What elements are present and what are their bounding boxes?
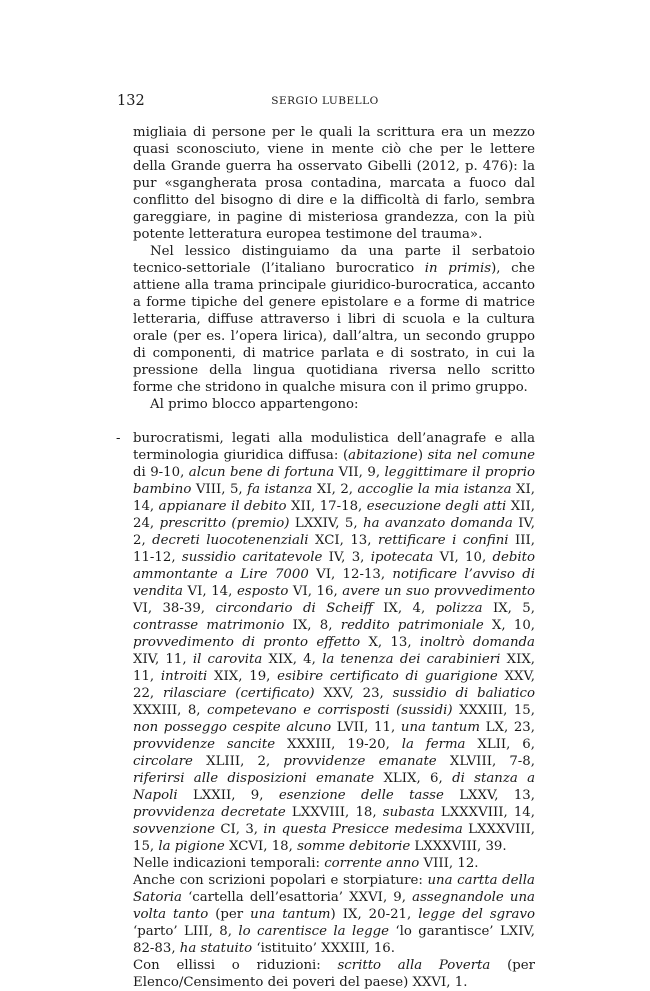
main-text xyxy=(116,124,536,991)
running-head: SERGIO LUBELLO xyxy=(271,95,379,107)
list-item-text: burocratismi, legati alla modulistica dell’anagrafe e alla terminologia giuridica diffusa: (abitazione) sita nel comune di 9-10, alcun bene di fortuna VII, 9, leggittimare il proprio bambino VIII, 5, fa istanza XI, 2, accoglie la mia istanza XI, 14, appianare il debito XII, 17-18, esecuzione degli atti XII, 24, prescritto (premio) LXXIV, 5, ha avanzato domanda IV, 2, decreti luocotenenziali XCI, 13, rettificare i confini III, 11-12, sussidio caritatevole IV, 3, ipotecata VI, 10, debito ammontante a Lire 7000 VI, 12-13, notificare l’avviso di vendita VI, 14, esposto VI, 16, avere un suo provvedimento VI, 38-39, circondario di Scheiff IX, 4, polizza IX, 5, contrasse matrimonio IX, 8, reddito patrimoniale X, 10, provvedimento di pronto effetto X, 13, inoltrò domanda XIV, 11, il carovita XIX, 4, la tenenza dei carabinieri XIX, 11, introiti XIX, 19, esibire certificato di guarigione XXV, 22, rilasciare (certificato) XXV, 23, sussidio di baliatico XXXIII, 8, competevano e corrisposti (sussidi) XXXIII, 15, non posseggo cespite alcuno LVII, 11, una tantum LX, 23, provvidenze sancite XXXIII, 19-20, la ferma XLII, 6, circolare XLIII, 2, provvidenze emanate XLVIII, 7-8, riferirsi alle disposizioni emanate XLIX, 6, di stanza a Napoli LXXII, 9, esenzione delle tasse LXXV, 13, provvidenza decretate LXXVIII, 18, subasta LXXXVIII, 14, sovvenzione CI, 3, in questa Presicce medesima LXXXVIII, 15, la pigione XCVI, 18, somme debitorie LXXXVIII, 39. xyxy=(133,431,536,854)
bullet-dash: - xyxy=(116,431,121,446)
list-item-continuation-temporal: Nelle indicazioni temporali: corrente anno VIII, 12. xyxy=(133,856,479,871)
list-item-continuation-ellipsis: Con ellissi o riduzioni: scritto alla Poverta (per Elenco/Censimento dei poveri del paese) XXVI, 1. xyxy=(133,958,535,990)
paragraph-1: migliaia di persone per le quali la scrittura era un mezzo quasi sconosciuto, viene in mente ciò che per le lettere della Grande guerra ha osservato Gibelli (2012, p. 476): la pur «sgangherata prosa contadina, marcata a fuoco dal conflitto del bisogno di dire e la difficoltà di farlo, sembra gareggiare, in pagine di misteriosa grandezza, con la più potente letteratura europea testimone del trauma». xyxy=(133,125,535,242)
paragraph-3: Al primo blocco appartengono: xyxy=(150,397,359,412)
spacer xyxy=(133,413,535,430)
page-number: 132 xyxy=(117,93,145,109)
paragraph-2: Nel lessico distinguiamo da una parte il serbatoio tecnico-settoriale (l’italiano burocratico in primis), che attiene alla trama principale giuridico-burocratica, accanto a forme tipiche del genere epistolare e a forme di matrice letteraria, diffuse attraverso i libri di scuola e la cultura orale (per es. l’opera lirica), dall’altra, un secondo gruppo di componenti, di matrice parlata e di sostrato, in cui la pressione della lingua quotidiana riversa nello scritto forme che stridono in qualche misura con il primo gruppo. xyxy=(133,244,535,395)
list-item-continuation-popular: Anche con scrizioni popolari e storpiature: una cartta della Satoria ‘cartella dell’esattoria’ XXVI, 9, assegnandole una volta tanto (per una tantum) IX, 20-21, legge del sgravo ‘parto’ LIII, 8, lo carentisce la legge ‘lo garantisce’ LXIV, 82-83, ha statuito ‘istituito’ XXXIII, 16. xyxy=(133,873,536,956)
list-item-burocratismi xyxy=(116,430,536,991)
